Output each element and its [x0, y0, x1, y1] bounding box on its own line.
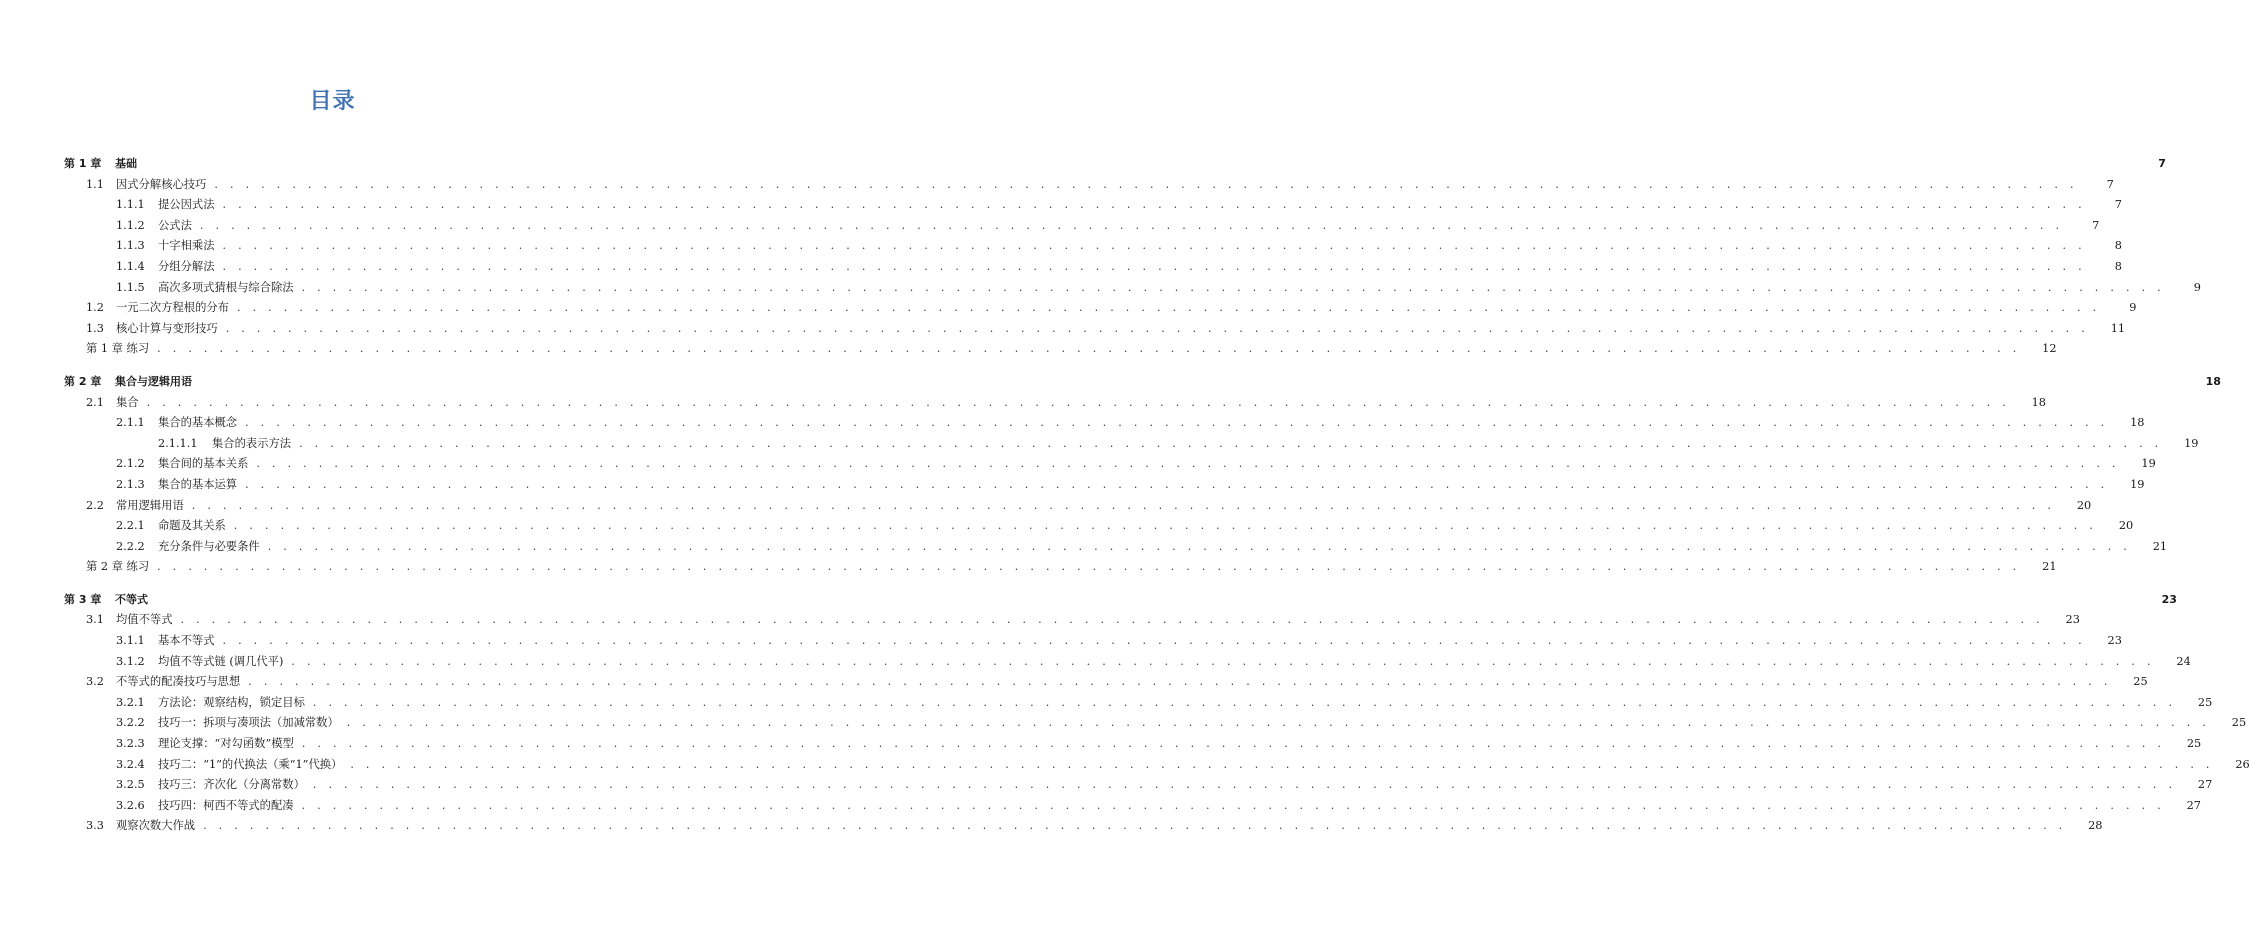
section-title: 集合的表示方法 [212, 436, 292, 450]
section-page-number: 18 [2031, 395, 2046, 409]
dot-leader: . . . . . . . . . . . . . . . . . . . . . . . . . . . . . . . . . . . . . . . . . . . . . . . . . . . . . . . . . . . . . . . . . . . . . . . . . . . . . . . . . . . . . . . . . . . . . . . . . . . . . . . . . . . . . . . . . . . . . . . . [236, 301, 2101, 315]
section-number: 1.1.5 [116, 280, 145, 294]
chapter-number: 第 1 章 [64, 157, 102, 170]
section-title: 不等式的配凑技巧与思想 [116, 675, 241, 689]
section-title: 核心计算与变形技巧 [116, 321, 218, 335]
section-number: 3.2.4 [116, 757, 145, 771]
dot-leader: . . . . . . . . . . . . . . . . . . . . . . . . . . . . . . . . . . . . . . . . . . . . . . . . . . . . . . . . . . . . . . . . . . . . . . . . . . . . . . . . . . . . . . . . . . . . . . . . . . . . . . . . . . . . . . . . . . . . . . . . [312, 695, 2177, 709]
dot-leader: . . . . . . . . . . . . . . . . . . . . . . . . . . . . . . . . . . . . . . . . . . . . . . . . . . . . . . . . . . . . . . . . . . . . . . . . . . . . . . . . . . . . . . . . . . . . . . . . . . . . . . . . . . . . . . . . . . . . . . . . [233, 519, 2098, 533]
section-page-number: 25 [2186, 737, 2202, 751]
toc-entry[interactable] [0, 413, 2145, 434]
toc-entry[interactable] [0, 610, 2080, 631]
section-page-number: 21 [2042, 560, 2057, 574]
toc-chapter-entry[interactable] [0, 372, 2221, 393]
section-title: 集合 [116, 395, 139, 409]
toc-entry[interactable] [0, 434, 2199, 455]
section-title: 集合的基本概念 [158, 416, 238, 430]
toc-entry[interactable] [0, 816, 2103, 837]
section-title: 提公因式法 [158, 198, 215, 212]
section-page-number: 19 [2184, 436, 2199, 450]
section-title: 均值不等式链 (调几代平) [158, 654, 284, 668]
dot-leader: . . . . . . . . . . . . . . . . . . . . . . . . . . . . . . . . . . . . . . . . . . . . . . . . . . . . . . . . . . . . . . . . . . . . . . . . . . . . . . . . . . . . . . . . . . . . . . . . . . . . . . . . . . . . . . . . . . . . . . . . [222, 239, 2086, 253]
section-page-number: 25 [2133, 675, 2148, 689]
section-page-number: 8 [2114, 239, 2122, 253]
section-title: 技巧四：柯西不等式的配凑 [158, 798, 294, 812]
chapter-title: 不等式 [115, 592, 148, 606]
toc-entry[interactable] [0, 195, 2122, 216]
section-number: 1.1.4 [116, 259, 145, 273]
section-number: 2.1 [86, 395, 104, 409]
section-title: 集合间的基本关系 [158, 457, 249, 471]
section-title: 第 1 章 练习 [86, 342, 150, 356]
dot-leader: . . . . . . . . . . . . . . . . . . . . . . . . . . . . . . . . . . . . . . . . . . . . . . . . . . . . . . . . . . . . . . . . . . . . . . . . . . . . . . . . . . . . . . . . . . . . . . . . . . . . . . . . . . . . . . . . . . . . . . . . [301, 280, 2165, 294]
section-number: 2.2 [86, 498, 104, 512]
section-number: 1.1.1 [116, 198, 145, 212]
section-title: 理论支撑：“对勾函数”模型 [158, 737, 294, 751]
section-page-number: 20 [2118, 519, 2134, 533]
section-number: 3.1 [86, 613, 104, 627]
section-number: 3.1.2 [116, 654, 145, 668]
dot-leader: . . . . . . . . . . . . . . . . . . . . . . . . . . . . . . . . . . . . . . . . . . . . . . . . . . . . . . . . . . . . . . . . . . . . . . . . . . . . . . . . . . . . . . . . . . . . . . . . . . . . . . . . . . . . . . . . . . . . . . . . [146, 395, 2010, 409]
toc-entry[interactable] [0, 755, 2250, 776]
dot-leader: . . . . . . . . . . . . . . . . . . . . . . . . . . . . . . . . . . . . . . . . . . . . . . . . . . . . . . . . . . . . . . . . . . . . . . . . . . . . . . . . . . . . . . . . . . . . . . . . . . . . . . . . . . . . . . . . . . . . . . . . [191, 498, 2056, 512]
toc-entry[interactable] [0, 216, 2100, 237]
section-title: 高次多项式猜根与综合除法 [158, 280, 294, 294]
dot-leader: . . . . . . . . . . . . . . . . . . . . . . . . . . . . . . . . . . . . . . . . . . . . . . . . . . . . . . . . . . . . . . . . . . . . . . . . . . . . . . . . . . . . . . . . . . . . . . . . . . . . . . . . . . . . . . . . . . . . . . . . [245, 416, 2109, 430]
dot-leader: . . . . . . . . . . . . . . . . . . . . . . . . . . . . . . . . . . . . . . . . . . . . . . . . . . . . . . . . . . . . . . . . . . . . . . . . . . . . . . . . . . . . . . . . . . . . . . . . . . . . . . . . . . . . . . . . . . . . . . . . [267, 539, 2132, 553]
dot-leader: . . . . . . . . . . . . . . . . . . . . . . . . . . . . . . . . . . . . . . . . . . . . . . . . . . . . . . . . . . . . . . . . . . . . . . . . . . . . . . . . . . . . . . . . . . . . . . . . . . . . . . . . . . . . . . . . . . . . . . . . [225, 321, 2090, 335]
toc-chapter-entry[interactable] [0, 590, 2177, 611]
dot-leader: . . . . . . . . . . . . . . . . . . . . . . . . . . . . . . . . . . . . . . . . . . . . . . . . . . . . . . . . . . . . . . . . . . . . . . . . . . . . . . . . . . . . . . . . . . . . . . . . . . . . . . . . . . . . . . . . . . . . . . . . [180, 613, 2044, 627]
section-title: 分组分解法 [158, 259, 215, 273]
section-page-number: 7 [2114, 198, 2122, 212]
section-page-number: 12 [2042, 342, 2057, 356]
dot-leader: . . . . . . . . . . . . . . . . . . . . . . . . . . . . . . . . . . . . . . . . . . . . . . . . . . . . . . . . . . . . . . . . . . . . . . . . . . . . . . . . . . . . . . . . . . . . . . . . . . . . . . . . . . . . . . . . . . . . . . . . [203, 819, 2067, 833]
toc-list [0, 154, 2250, 849]
section-number: 1.1.3 [116, 239, 145, 253]
toc-exercise-entry[interactable] [0, 557, 2057, 578]
section-number: 3.2.1 [116, 695, 145, 709]
toc-chapter [0, 590, 2250, 837]
dot-leader: . . . . . . . . . . . . . . . . . . . . . . . . . . . . . . . . . . . . . . . . . . . . . . . . . . . . . . . . . . . . . . . . . . . . . . . . . . . . . . . . . . . . . . . . . . . . . . . . . . . . . . . . . . . . . . . . . . . . . . . . [157, 560, 2021, 574]
chapter-title: 集合与逻辑用语 [115, 374, 192, 388]
dot-leader: . . . . . . . . . . . . . . . . . . . . . . . . . . . . . . . . . . . . . . . . . . . . . . . . . . . . . . . . . . . . . . . . . . . . . . . . . . . . . . . . . . . . . . . . . . . . . . . . . . . . . . . . . . . . . . . . . . . . . . . . [312, 778, 2177, 792]
section-page-number: 9 [2193, 280, 2201, 294]
toc-entry[interactable] [0, 257, 2122, 278]
toc-chapter [0, 154, 2201, 360]
section-title: 均值不等式 [116, 613, 173, 627]
section-title: 常用逻辑用语 [116, 498, 184, 512]
section-number: 2.1.3 [116, 477, 145, 491]
section-page-number: 23 [2107, 634, 2122, 648]
section-page-number: 20 [2076, 498, 2092, 512]
section-title: 第 2 章 练习 [86, 560, 150, 574]
section-title: 十字相乘法 [158, 239, 215, 253]
toc-entry[interactable] [0, 537, 2168, 558]
chapter-number: 第 3 章 [64, 592, 102, 606]
section-title: 技巧二：“1”的代换法（乘“1”代换） [158, 757, 343, 771]
section-title: 技巧一：拆项与凑项法（加减常数） [158, 716, 339, 730]
section-page-number: 28 [2088, 819, 2103, 833]
section-page-number: 19 [2130, 477, 2145, 491]
toc-entry[interactable] [0, 516, 2134, 537]
section-page-number: 25 [2197, 695, 2213, 709]
dot-leader: . . . . . . . . . . . . . . . . . . . . . . . . . . . . . . . . . . . . . . . . . . . . . . . . . . . . . . . . . . . . . . . . . . . . . . . . . . . . . . . . . . . . . . . . . . . . . . . . . . . . . . . . . . . . . . . . . . . . . . . . [350, 757, 2214, 771]
section-title: 充分条件与必要条件 [158, 539, 260, 553]
dot-leader: . . . . . . . . . . . . . . . . . . . . . . . . . . . . . . . . . . . . . . . . . . . . . . . . . . . . . . . . . . . . . . . . . . . . . . . . . . . . . . . . . . . . . . . . . . . . . . . . . . . . . . . . . . . . . . . . . . . . . . . . [214, 177, 2078, 191]
section-number: 2.1.1 [116, 416, 145, 430]
section-title: 命题及其关系 [158, 519, 226, 533]
toc-entry[interactable] [0, 652, 2191, 673]
section-number: 1.1.2 [116, 218, 145, 232]
dot-leader: . . . . . . . . . . . . . . . . . . . . . . . . . . . . . . . . . . . . . . . . . . . . . . . . . . . . . . . . . . . . . . . . . . . . . . . . . . . . . . . . . . . . . . . . . . . . . . . . . . . . . . . . . . . . . . . . . . . . . . . . [222, 259, 2086, 273]
section-title: 一元二次方程根的分布 [116, 301, 229, 315]
section-title: 公式法 [158, 218, 192, 232]
section-number: 2.2.1 [116, 519, 145, 533]
toc-entry[interactable] [0, 775, 2213, 796]
toc-entry[interactable] [0, 796, 2201, 817]
dot-leader: . . . . . . . . . . . . . . . . . . . . . . . . . . . . . . . . . . . . . . . . . . . . . . . . . . . . . . . . . . . . . . . . . . . . . . . . . . . . . . . . . . . . . . . . . . . . . . . . . . . . . . . . . . . . . . . . . . . . . . . . [346, 716, 2211, 730]
chapter-page-number: 7 [2158, 157, 2166, 170]
section-number: 3.2.6 [116, 798, 145, 812]
toc-entry[interactable] [0, 496, 2092, 517]
toc-entry[interactable] [0, 319, 2126, 340]
dot-leader: . . . . . . . . . . . . . . . . . . . . . . . . . . . . . . . . . . . . . . . . . . . . . . . . . . . . . . . . . . . . . . . . . . . . . . . . . . . . . . . . . . . . . . . . . . . . . . . . . . . . . . . . . . . . . . . . . . . . . . . . [157, 342, 2021, 356]
section-page-number: 18 [2130, 416, 2145, 430]
section-title: 集合的基本运算 [158, 477, 238, 491]
section-page-number: 23 [2065, 613, 2080, 627]
toc-entry[interactable] [0, 393, 2046, 414]
dot-leader: . . . . . . . . . . . . . . . . . . . . . . . . . . . . . . . . . . . . . . . . . . . . . . . . . . . . . . . . . . . . . . . . . . . . . . . . . . . . . . . . . . . . . . . . . . . . . . . . . . . . . . . . . . . . . . . . . . . . . . . . [299, 436, 2163, 450]
section-page-number: 26 [2235, 757, 2250, 771]
toc-chapter [0, 372, 2221, 578]
toc-entry[interactable] [0, 631, 2122, 652]
section-page-number: 9 [2129, 301, 2137, 315]
section-page-number: 11 [2110, 321, 2126, 335]
dot-leader: . . . . . . . . . . . . . . . . . . . . . . . . . . . . . . . . . . . . . . . . . . . . . . . . . . . . . . . . . . . . . . . . . . . . . . . . . . . . . . . . . . . . . . . . . . . . . . . . . . . . . . . . . . . . . . . . . . . . . . . . [199, 218, 2064, 232]
toc-chapter-entry[interactable] [0, 154, 2166, 175]
section-title: 技巧三：齐次化（分离常数） [158, 778, 305, 792]
section-number: 3.2.2 [116, 716, 145, 730]
toc-entry[interactable] [0, 278, 2201, 299]
toc-entry[interactable] [0, 672, 2148, 693]
toc-title: 目录 [309, 89, 356, 114]
section-number: 1.2 [86, 301, 104, 315]
section-number: 1.3 [86, 321, 104, 335]
toc-entry[interactable] [0, 298, 2137, 319]
section-page-number: 21 [2152, 539, 2168, 553]
dot-leader: . . . . . . . . . . . . . . . . . . . . . . . . . . . . . . . . . . . . . . . . . . . . . . . . . . . . . . . . . . . . . . . . . . . . . . . . . . . . . . . . . . . . . . . . . . . . . . . . . . . . . . . . . . . . . . . . . . . . . . . . [301, 798, 2165, 812]
dot-leader: . . . . . . . . . . . . . . . . . . . . . . . . . . . . . . . . . . . . . . . . . . . . . . . . . . . . . . . . . . . . . . . . . . . . . . . . . . . . . . . . . . . . . . . . . . . . . . . . . . . . . . . . . . . . . . . . . . . . . . . . [291, 654, 2155, 668]
chapter-number: 第 2 章 [64, 374, 102, 388]
toc-entry[interactable] [0, 236, 2122, 257]
section-page-number: 8 [2114, 259, 2122, 273]
toc-entry[interactable] [0, 475, 2145, 496]
toc-entry[interactable] [0, 713, 2247, 734]
section-page-number: 27 [2186, 798, 2201, 812]
dot-leader: . . . . . . . . . . . . . . . . . . . . . . . . . . . . . . . . . . . . . . . . . . . . . . . . . . . . . . . . . . . . . . . . . . . . . . . . . . . . . . . . . . . . . . . . . . . . . . . . . . . . . . . . . . . . . . . . . . . . . . . . [301, 737, 2166, 751]
dot-leader: . . . . . . . . . . . . . . . . . . . . . . . . . . . . . . . . . . . . . . . . . . . . . . . . . . . . . . . . . . . . . . . . . . . . . . . . . . . . . . . . . . . . . . . . . . . . . . . . . . . . . . . . . . . . . . . . . . . . . . . . [222, 198, 2086, 212]
section-number: 2.2.2 [116, 539, 145, 553]
section-title: 基本不等式 [158, 634, 215, 648]
chapter-page-number: 18 [2205, 374, 2221, 388]
section-number: 2.1.1.1 [158, 436, 198, 450]
section-number: 3.2.5 [116, 778, 145, 792]
section-number: 1.1 [86, 177, 104, 191]
dot-leader: . . . . . . . . . . . . . . . . . . . . . . . . . . . . . . . . . . . . . . . . . . . . . . . . . . . . . . . . . . . . . . . . . . . . . . . . . . . . . . . . . . . . . . . . . . . . . . . . . . . . . . . . . . . . . . . . . . . . . . . . [256, 457, 2120, 471]
toc-entry[interactable] [0, 454, 2156, 475]
section-page-number: 24 [2176, 654, 2191, 668]
dot-leader: . . . . . . . . . . . . . . . . . . . . . . . . . . . . . . . . . . . . . . . . . . . . . . . . . . . . . . . . . . . . . . . . . . . . . . . . . . . . . . . . . . . . . . . . . . . . . . . . . . . . . . . . . . . . . . . . . . . . . . . . [222, 634, 2086, 648]
section-page-number: 7 [2106, 177, 2114, 191]
toc-entry[interactable] [0, 175, 2114, 196]
dot-leader: . . . . . . . . . . . . . . . . . . . . . . . . . . . . . . . . . . . . . . . . . . . . . . . . . . . . . . . . . . . . . . . . . . . . . . . . . . . . . . . . . . . . . . . . . . . . . . . . . . . . . . . . . . . . . . . . . . . . . . . . [245, 477, 2109, 491]
section-page-number: 27 [2197, 778, 2213, 792]
section-number: 2.1.2 [116, 457, 145, 471]
toc-entry[interactable] [0, 693, 2213, 714]
section-page-number: 19 [2141, 457, 2156, 471]
dot-leader: . . . . . . . . . . . . . . . . . . . . . . . . . . . . . . . . . . . . . . . . . . . . . . . . . . . . . . . . . . . . . . . . . . . . . . . . . . . . . . . . . . . . . . . . . . . . . . . . . . . . . . . . . . . . . . . . . . . . . . . . [248, 675, 2112, 689]
section-number: 3.2.3 [116, 737, 145, 751]
section-title: 方法论：观察结构，锁定目标 [158, 695, 305, 709]
section-page-number: 25 [2231, 716, 2247, 730]
chapter-title: 基础 [115, 157, 137, 170]
toc-entry[interactable] [0, 734, 2202, 755]
chapter-page-number: 23 [2161, 592, 2177, 606]
toc-exercise-entry[interactable] [0, 339, 2057, 360]
section-number: 3.2 [86, 675, 104, 689]
section-title: 观察次数大作战 [116, 819, 196, 833]
section-number: 3.1.1 [116, 634, 145, 648]
section-page-number: 7 [2092, 218, 2100, 232]
section-number: 3.3 [86, 819, 104, 833]
section-title: 因式分解核心技巧 [116, 177, 207, 191]
